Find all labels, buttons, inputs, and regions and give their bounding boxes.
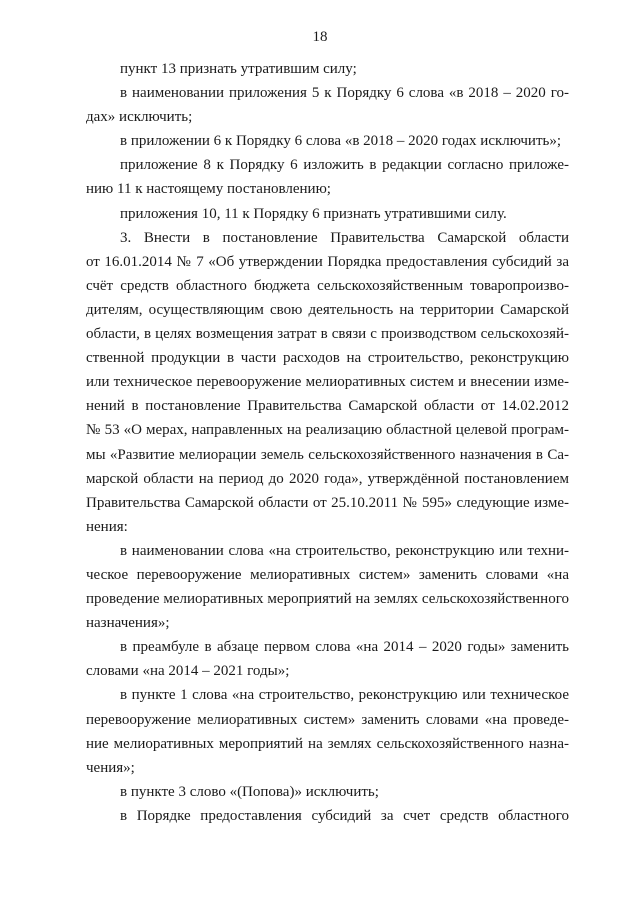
text-line: счёт средств областного бюджета сельскохозяйственным товаропроизво- [86,277,569,294]
text-line: пункт 13 признать утратившим силу; [120,61,357,77]
text-line: дах» исключить; [86,109,193,126]
text-line: в Порядке предоставления субсидий за счет средств областного [120,807,569,824]
text-line: области, в целях возмещения затрат в связи с производством сельскохозяй- [86,326,569,343]
text-line: приложения 10, 11 к Порядку 6 признать утратившими силу. [120,205,507,222]
text-line: перевооружение мелиоративных систем» заменить словами «на проведе- [86,711,569,728]
text-line: нию 11 к настоящему постановлению; [86,181,331,198]
text-line: дителям, осуществляющим свою деятельность на территории Самарской [86,301,569,318]
text-line: проведение мелиоративных мероприятий на землях сельскохозяйственного [86,591,569,608]
text-line: мы «Развитие мелиорации земель сельскохозяйственного назначения в Са- [86,446,569,463]
text-line: от 16.01.2014 № 7 «Об утверждении Порядка предоставления субсидий за [86,253,569,270]
text-line: № 53 «О мерах, направленных на реализацию областной целевой програм- [86,422,569,439]
text-line: ние мелиоративных мероприятий на землях сельскохозяйственного назна- [86,735,569,752]
text-line: в наименовании приложения 5 к Порядку 6 слова «в 2018 – 2020 го- [120,85,569,102]
text-line: нения: [86,518,128,535]
text-line: в пункте 3 слово «(Попова)» исключить; [120,783,379,800]
text-line: приложение 8 к Порядку 6 изложить в редакции согласно приложе- [120,157,569,174]
text-line: ческое перевооружение мелиоративных систем» заменить словами «на [86,566,569,583]
text-line: или техническое перевооружение мелиоративных систем и внесении изме- [86,374,569,391]
text-line: марской области на период до 2020 года», утверждённой постановлением [86,470,569,487]
text-line: в наименовании слова «на строительство, реконструкцию или техни- [120,542,569,559]
document-body [86,57,569,828]
page-number: 18 [312,29,328,45]
text-line: в преамбуле в абзаце первом слова «на 2014 – 2020 годы» заменить [120,639,569,656]
text-line: назначения»; [86,615,170,632]
text-line: Правительства Самарской области от 25.10.2011 № 595» следующие изме- [86,494,569,511]
text-line: в приложении 6 к Порядку 6 слова «в 2018 – 2020 годах исключить»; [120,133,562,150]
text-line: словами «на 2014 – 2021 годы»; [86,663,290,680]
text-line: ственной продукции в части расходов на строительство, реконструкцию [86,350,569,367]
text-line: чения»; [86,759,135,776]
text-line: в пункте 1 слова «на строительство, реконструкцию или техническое [120,687,569,704]
text-line: 3. Внести в постановление Правительства Самарской области [120,229,569,246]
text-line: нений в постановление Правительства Самарской области от 14.02.2012 [86,398,569,415]
